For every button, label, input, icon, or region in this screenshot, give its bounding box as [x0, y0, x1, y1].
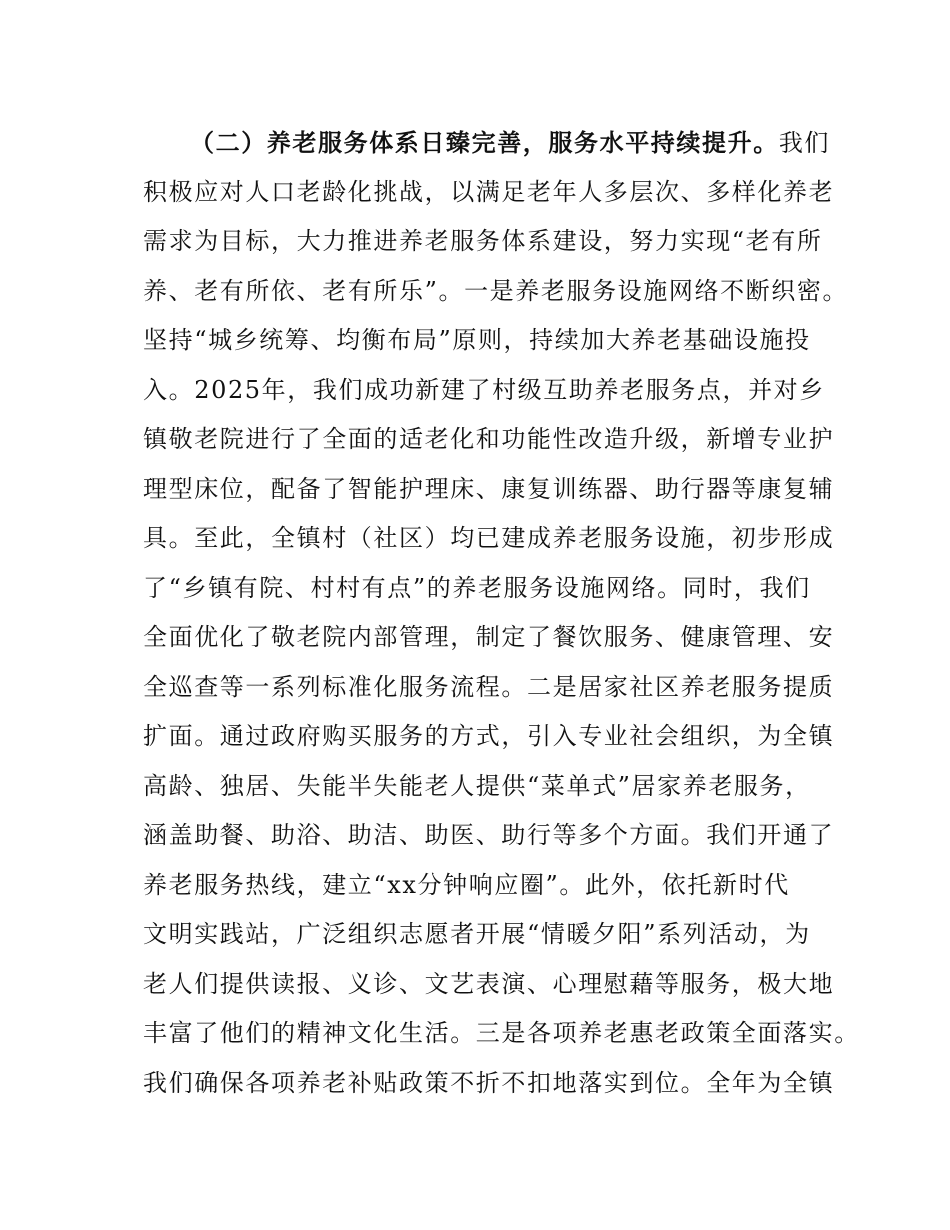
body-line: 养老服务热线，建立“xx分钟响应圈”。此外，依托新时代: [143, 870, 790, 899]
body-line: 需求为目标，大力推进养老服务体系建设，努力实现“老有所: [143, 227, 823, 255]
body-line: 具。至此，全镇村（社区）均已建成养老服务设施，初步形成: [143, 524, 835, 552]
body-line: 老人们提供读报、义诊、文艺表演、心理慰藉等服务，极大地: [143, 969, 835, 998]
paragraph-first-line: [143, 118, 831, 168]
section-heading: （二）养老服务体系日臻完善，服务水平持续提升。: [190, 128, 779, 157]
document-body: [143, 118, 860, 1108]
body-line: 理型床位，配备了智能护理床、康复训练器、助行器等康复辅: [143, 474, 835, 503]
body-line: 积极应对人口老龄化挑战，以满足老年人多层次、多样化养老: [143, 177, 835, 206]
body-line: 我们确保各项养老补贴政策不折不扣地落实到位。全年为全镇: [143, 1068, 835, 1097]
body-line: 坚持“城乡统筹、均衡布局”原则，持续加大养老基础设施投: [143, 326, 811, 354]
body-line: 养、老有所依、老有所乐”。一是养老服务设施网络不断织密。: [143, 276, 849, 305]
body-line: 丰富了他们的精神文化生活。三是各项养老惠老政策全面落实。: [143, 1019, 860, 1047]
body-line: 全面优化了敬老院内部管理，制定了餐饮服务、健康管理、安: [143, 623, 835, 651]
body-line: 镇敬老院进行了全面的适老化和功能性改造升级，新增专业护: [143, 425, 835, 453]
body-line: 文明实践站，广泛组织志愿者开展“情暖夕阳”系列活动，为: [143, 920, 811, 948]
body-line: 入。2025年，我们成功新建了村级互助养老服务点，并对乡: [143, 375, 825, 404]
body-line: 扩面。通过政府购买服务的方式，引入专业社会组织，为全镇: [143, 722, 835, 750]
body-line: 了“乡镇有院、村村有点”的养老服务设施网络。同时，我们: [143, 573, 811, 602]
body-line: 高龄、独居、失能半失能老人提供“菜单式”居家养老服务，: [143, 771, 811, 800]
body-line: 全巡查等一系列标准化服务流程。二是居家社区养老服务提质: [143, 672, 835, 701]
body-text: 我们: [778, 129, 831, 157]
body-line: 涵盖助餐、助浴、助洁、助医、助行等多个方面。我们开通了: [143, 821, 835, 849]
